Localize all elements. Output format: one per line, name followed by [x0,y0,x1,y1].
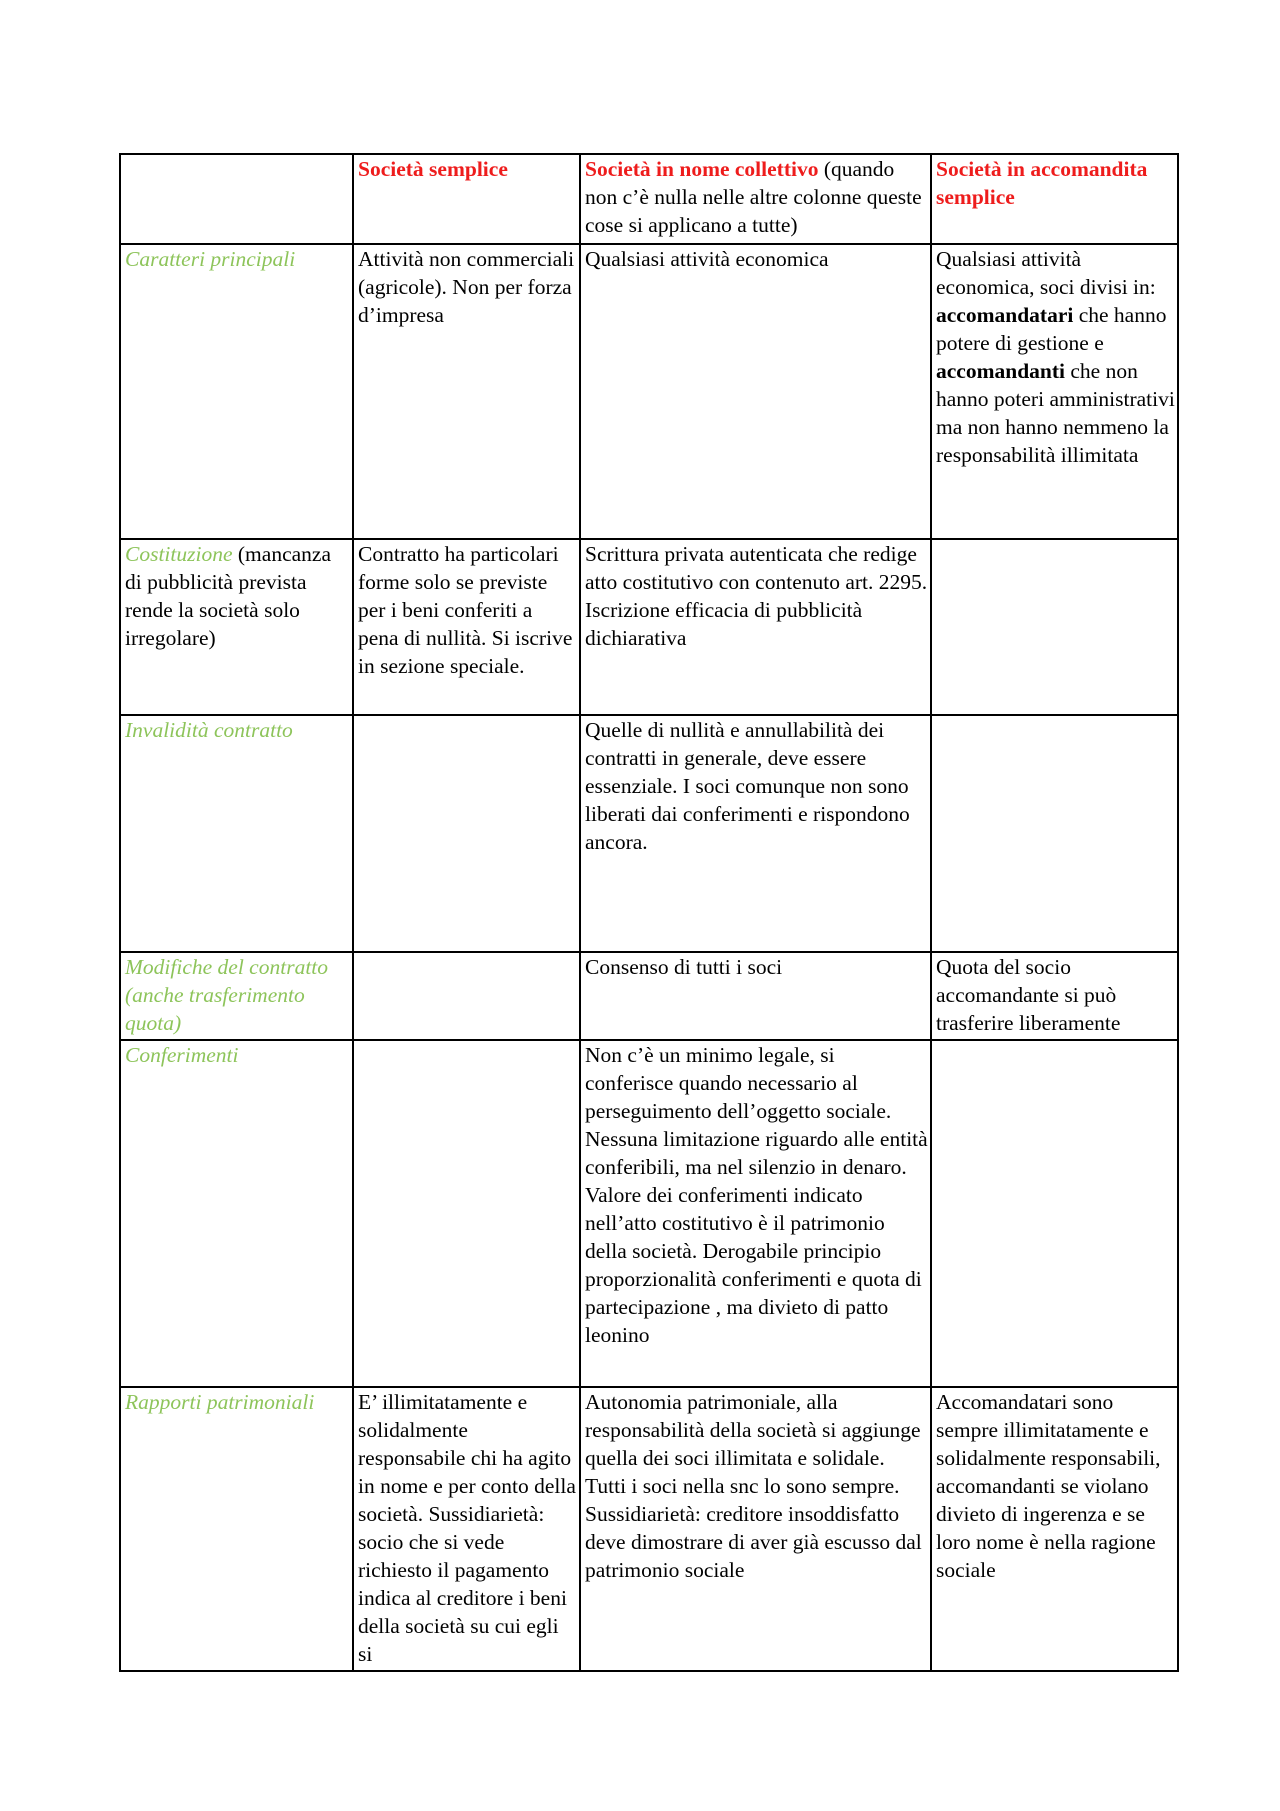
table-row [120,952,1178,1040]
cell-sas: Accomandatari sono sempre illimitatamente e solidalmente responsabili, accomandanti se violano divieto di ingerenza e se loro nome è nella ragione sociale [931,1387,1178,1671]
row-label: Rapporti patrimoniali [120,1387,353,1671]
row-label: Costituzione (mancanza di pubblicità prevista rende la società solo irregolare) [120,539,353,715]
table-row [120,244,1178,539]
cell-snc: Quelle di nullità e annullabilità dei contratti in generale, deve essere essenziale. I soci comunque non sono liberati dai conferimenti e rispondono ancora. [580,715,931,952]
header-empty-cell [120,154,353,244]
cell-snc: Non c’è un minimo legale, si conferisce quando necessario al perseguimento dell’oggetto sociale. Nessuna limitazione riguardo alle entità conferibili, ma nel silenzio in denaro. Valore dei conferimenti indicato nell’atto costitutivo è il patrimonio della società. Derogabile principio proporzionalità conferimenti e quota di partecipazione , ma divieto di patto leonino [580,1040,931,1387]
header-societa-nome-collettivo: Società in nome collettivo (quando non c’è nulla nelle altre colonne queste cose si applicano a tutte) [580,154,931,244]
header-snc-note: (quando non c’è nulla nelle altre colonne queste cose si applicano a tutte) [585,157,922,237]
cell-ss [353,952,580,1040]
table-row [120,539,1178,715]
cell-sas [931,539,1178,715]
cell-sas: Quota del socio accomandante si può trasferire liberamente [931,952,1178,1040]
row-label: Conferimenti [120,1040,353,1387]
cell-snc: Scrittura privata autenticata che redige atto costitutivo con contenuto art. 2295. Iscrizione efficacia di pubblicità dichiarativa [580,539,931,715]
cell-ss: Contratto ha particolari forme solo se previste per i beni conferiti a pena di nullità. Si iscrive in sezione speciale. [353,539,580,715]
cell-sas [931,715,1178,952]
cell-sas: Qualsiasi attività economica, soci divisi in: accomandatari che hanno potere di gestione e accomandanti che non hanno poteri amministrativi ma non hanno nemmeno la responsabilità illimitata [931,244,1178,539]
cell-sas [931,1040,1178,1387]
cell-snc: Autonomia patrimoniale, alla responsabilità della società si aggiunge quella dei soci illimitata e solidale. Tutti i soci nella snc lo sono sempre. Sussidiarietà: creditore insoddisfatto deve dimostrare di aver già escusso dal patrimonio sociale [580,1387,931,1671]
cell-ss: E’ illimitatamente e solidalmente responsabile chi ha agito in nome e per conto della società. Sussidiarietà: socio che si vede richiesto il pagamento indica al creditore i beni della società su cui egli si [353,1387,580,1671]
table-row [120,1040,1178,1387]
row-label: Modifiche del contratto (anche trasferimento quota) [120,952,353,1040]
header-societa-semplice: Società semplice [353,154,580,244]
cell-snc: Qualsiasi attività economica [580,244,931,539]
table-row [120,1387,1178,1671]
header-societa-accomandita: Società in accomandita semplice [931,154,1178,244]
header-row [120,154,1178,244]
row-label: Invalidità contratto [120,715,353,952]
cell-snc: Consenso di tutti i soci [580,952,931,1040]
table-row [120,715,1178,952]
cell-ss [353,715,580,952]
comparison-table [119,153,1179,1672]
row-label: Caratteri principali [120,244,353,539]
cell-ss [353,1040,580,1387]
cell-ss: Attività non commerciali (agricole). Non per forza d’impresa [353,244,580,539]
